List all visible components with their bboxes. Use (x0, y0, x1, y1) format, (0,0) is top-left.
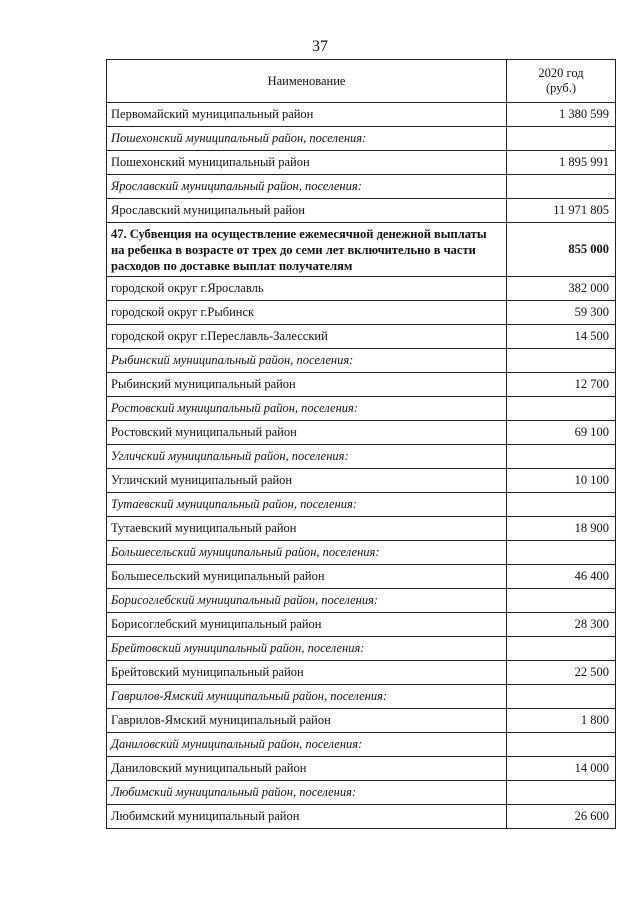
row-name: городской округ г.Рыбинск (107, 301, 507, 325)
row-value: 382 000 (507, 277, 616, 301)
table-section-row (107, 637, 616, 661)
table-row (107, 661, 616, 685)
row-name: Любимский муниципальный район (107, 805, 507, 829)
row-value (507, 349, 616, 373)
table-section-row (107, 349, 616, 373)
column-header-value (507, 60, 616, 103)
row-value: 855 000 (507, 223, 616, 277)
row-name: Ярославский муниципальный район, поселения: (107, 175, 507, 199)
row-name: Ростовский муниципальный район (107, 421, 507, 445)
column-header-name: Наименование (107, 60, 507, 103)
row-name: Борисоглебский муниципальный район, поселения: (107, 589, 507, 613)
table-row (107, 325, 616, 349)
table-row (107, 757, 616, 781)
row-value (507, 397, 616, 421)
row-value (507, 175, 616, 199)
row-name: Рыбинский муниципальный район, поселения: (107, 349, 507, 373)
column-header-year: 2020 год (538, 66, 584, 80)
row-name: Ростовский муниципальный район, поселения: (107, 397, 507, 421)
row-name: Гаврилов-Ямский муниципальный район, поселения: (107, 685, 507, 709)
row-value: 69 100 (507, 421, 616, 445)
table-section-row (107, 397, 616, 421)
row-value: 14 000 (507, 757, 616, 781)
row-value: 1 800 (507, 709, 616, 733)
row-value (507, 685, 616, 709)
row-name: городской округ г.Ярославль (107, 277, 507, 301)
row-name: 47. Субвенция на осуществление ежемесячной денежной выплаты на ребенка в возрасте от трех до семи лет включительно в части расходов по доставке выплат получателям (107, 223, 507, 277)
table-row (107, 613, 616, 637)
row-value: 18 900 (507, 517, 616, 541)
table-header-row (107, 60, 616, 103)
row-name: Тутаевский муниципальный район (107, 517, 507, 541)
table-row (107, 805, 616, 829)
table-section-row (107, 175, 616, 199)
table-body (107, 103, 616, 829)
row-name: Борисоглебский муниципальный район (107, 613, 507, 637)
row-name: Рыбинский муниципальный район (107, 373, 507, 397)
row-name: Даниловский муниципальный район (107, 757, 507, 781)
table-row (107, 565, 616, 589)
row-value: 1 895 991 (507, 151, 616, 175)
table-section-row (107, 781, 616, 805)
table-section-row (107, 445, 616, 469)
row-name: Любимский муниципальный район, поселения: (107, 781, 507, 805)
row-value (507, 589, 616, 613)
row-name: городской округ г.Переславль-Залесский (107, 325, 507, 349)
row-value: 14 500 (507, 325, 616, 349)
row-name: Большесельский муниципальный район, поселения: (107, 541, 507, 565)
table-row (107, 199, 616, 223)
table-row (107, 151, 616, 175)
row-value (507, 493, 616, 517)
table-row (107, 517, 616, 541)
table-subtotal-row (107, 223, 616, 277)
table-row (107, 301, 616, 325)
row-value (507, 541, 616, 565)
row-value: 22 500 (507, 661, 616, 685)
table-row (107, 421, 616, 445)
row-name: Пошехонский муниципальный район (107, 151, 507, 175)
table-row (107, 373, 616, 397)
row-name: Тутаевский муниципальный район, поселения: (107, 493, 507, 517)
row-value (507, 637, 616, 661)
table-section-row (107, 733, 616, 757)
row-name: Брейтовский муниципальный район, поселения: (107, 637, 507, 661)
row-name: Пошехонский муниципальный район, поселения: (107, 127, 507, 151)
row-value: 12 700 (507, 373, 616, 397)
column-header-unit: (руб.) (546, 81, 576, 95)
row-value (507, 781, 616, 805)
row-name: Угличский муниципальный район (107, 469, 507, 493)
row-name: Гаврилов-Ямский муниципальный район (107, 709, 507, 733)
row-value: 28 300 (507, 613, 616, 637)
row-name: Первомайский муниципальный район (107, 103, 507, 127)
row-value: 10 100 (507, 469, 616, 493)
row-value (507, 733, 616, 757)
table-section-row (107, 493, 616, 517)
row-name: Даниловский муниципальный район, поселения: (107, 733, 507, 757)
table-row (107, 277, 616, 301)
row-value (507, 127, 616, 151)
table-row (107, 709, 616, 733)
row-value: 11 971 805 (507, 199, 616, 223)
row-name: Угличский муниципальный район, поселения: (107, 445, 507, 469)
row-name: Брейтовский муниципальный район (107, 661, 507, 685)
table-row (107, 103, 616, 127)
row-value: 1 380 599 (507, 103, 616, 127)
row-value: 46 400 (507, 565, 616, 589)
row-name: Большесельский муниципальный район (107, 565, 507, 589)
table-section-row (107, 541, 616, 565)
table-section-row (107, 127, 616, 151)
row-value: 59 300 (507, 301, 616, 325)
row-name: Ярославский муниципальный район (107, 199, 507, 223)
row-value: 26 600 (507, 805, 616, 829)
budget-table (106, 59, 616, 829)
table-section-row (107, 589, 616, 613)
page-number: 37 (312, 38, 328, 55)
row-value (507, 445, 616, 469)
table-row (107, 469, 616, 493)
table-section-row (107, 685, 616, 709)
